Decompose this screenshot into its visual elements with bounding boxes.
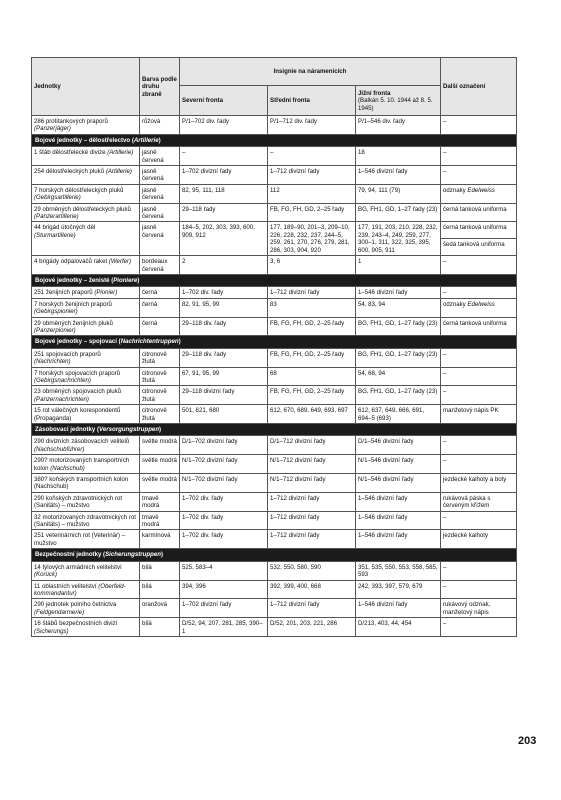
cell-unit: 44 brigád útočných děl (Sturmartillerie) [32, 222, 140, 256]
section-header [32, 134, 517, 146]
cell-middle: FB, FG, FH, GD, 2–25 řady [268, 203, 356, 222]
cell-south: 54, 83, 94 [356, 298, 441, 317]
cell-other: – [441, 618, 517, 637]
cell-color: tmavě modrá [140, 511, 180, 530]
cell-north: 1–702 div. řady [180, 511, 268, 530]
cell-north: P/1–702 div. řady [180, 116, 268, 135]
cell-color: jasně červená [140, 222, 180, 256]
cell-unit: 290 divizních zásobovacích velitelů (Nachschubführer) [32, 436, 140, 455]
cell-middle: – [268, 147, 356, 166]
cell-unit: 290 koňských zdravotnických rot (Sanitäts) – mužstvo [32, 492, 140, 511]
cell-other: – [441, 348, 517, 367]
cell-unit: 14 týlových armádních velitelství (Korück) [32, 561, 140, 580]
cell-middle: D/52, 201, 203, 221, 286 [268, 618, 356, 637]
cell-unit: 290? motorizovaných transportních kolon (Nachschub) [32, 455, 140, 474]
cell-south: 1 [356, 256, 441, 275]
table-row [32, 530, 517, 549]
cell-north: 29–118 div. řady [180, 317, 268, 336]
header-insignia: Insignie na náramenících [180, 58, 441, 86]
cell-unit: 251 ženijních praporů (Pionier) [32, 287, 140, 298]
cell-middle: 1–712 divizní řady [268, 287, 356, 298]
table-row [32, 580, 517, 599]
cell-south: D/1–546 divizní řady [356, 436, 441, 455]
cell-north: 1–702 div. řady [180, 530, 268, 549]
cell-north: N/1–702 divizní řady [180, 455, 268, 474]
cell-south: 1–546 divizní řady [356, 511, 441, 530]
cell-other: odznaky Edelweiss [441, 298, 517, 317]
cell-color: světle modrá [140, 455, 180, 474]
cell-south: 1–546 divizní řady [356, 287, 441, 298]
cell-unit: 286 protitankových praporů (Panzerjäger) [32, 116, 140, 135]
cell-unit: 251 spojovacích praporů (Nachrichten) [32, 348, 140, 367]
cell-color: jasně červená [140, 184, 180, 203]
cell-color: bílá [140, 580, 180, 599]
cell-color: karmínová [140, 530, 180, 549]
cell-north: D/1–702 divizní řady [180, 436, 268, 455]
cell-north: 29–118 divizní řady [180, 386, 268, 405]
cell-middle: 1–712 divizní řady [268, 492, 356, 511]
table-row [32, 386, 517, 405]
cell-north: D/52, 94, 207, 281, 285, 390–1 [180, 618, 268, 637]
cell-north: 1–702 div. řady [180, 287, 268, 298]
cell-other: jezdecké kalhoty [441, 530, 517, 549]
cell-north: – [180, 147, 268, 166]
table-row [32, 348, 517, 367]
cell-color: černá [140, 317, 180, 336]
cell-south: D/213, 403, 44, 454 [356, 618, 441, 637]
header-units: Jednotky [32, 58, 140, 116]
table-row [32, 147, 517, 166]
section-title: Zásobovací jednotky (Versorgungstruppen) [32, 424, 517, 436]
table-body [32, 116, 517, 637]
cell-middle: N/1–712 divizní řady [268, 455, 356, 474]
cell-unit: 4 brigády odpalovačů raket (Werfer) [32, 256, 140, 275]
cell-middle: 112 [268, 184, 356, 203]
cell-south: N/1–546 divizní řady [356, 455, 441, 474]
cell-middle: N/1–712 divizní řady [268, 474, 356, 493]
cell-other: jezdecké kalhoty a boty [441, 474, 517, 493]
cell-unit: 7 horských dělostřeleckých pluků (Gebirgsartillerie) [32, 184, 140, 203]
table-row [32, 287, 517, 298]
cell-south: 351, 535, 550, 553, 558, 585, 593 [356, 561, 441, 580]
section-header [32, 549, 517, 561]
cell-other: – [441, 256, 517, 275]
table-row [32, 256, 517, 275]
table-row [32, 599, 517, 618]
cell-north: 184–5, 202, 303, 393, 600, 909, 912 [180, 222, 268, 256]
cell-other: – [441, 287, 517, 298]
cell-south: 177, 191, 203, 210, 228, 232, 239, 243–4, 249, 259, 277, 300–1, 311, 322, 325, 395, 600, 905, 911 [356, 222, 441, 256]
cell-color: světle modrá [140, 436, 180, 455]
cell-south: 1–546 divizní řady [356, 530, 441, 549]
cell-unit: 380? koňských transportních kolon (Nachschub) [32, 474, 140, 493]
cell-other: – [441, 436, 517, 455]
cell-unit: 11 oblastních velitelství (Oberfeld-kommandantur) [32, 580, 140, 599]
cell-south: 1–546 divizní řady [356, 166, 441, 185]
table-row [32, 317, 517, 336]
cell-other: černá tanková uniforma [441, 317, 517, 336]
table-row [32, 116, 517, 135]
cell-north: 29–118 div. řady [180, 348, 268, 367]
cell-middle: FB, FG, FH, GD, 2–25 řady [268, 317, 356, 336]
cell-color: černá [140, 298, 180, 317]
cell-south: N/1–546 divizní řady [356, 474, 441, 493]
cell-color: oranžová [140, 599, 180, 618]
cell-middle: 1–712 divizní řady [268, 166, 356, 185]
cell-north: 501, 621, 680 [180, 405, 268, 424]
cell-middle: 532, 550, 580, 590 [268, 561, 356, 580]
cell-north: 67, 91, 95, 99 [180, 367, 268, 386]
cell-middle: 68 [268, 367, 356, 386]
table-row [32, 436, 517, 455]
cell-unit: 29 obrněných dělostřeleckých pluků (Panzerartillerie) [32, 203, 140, 222]
cell-middle: 83 [268, 298, 356, 317]
cell-north: 1–702 divizní řady [180, 166, 268, 185]
cell-north: 394, 396 [180, 580, 268, 599]
cell-north: 82, 91, 95, 99 [180, 298, 268, 317]
cell-south: 54, 68, 94 [356, 367, 441, 386]
section-header [32, 274, 517, 286]
cell-color: bordeaux červená [140, 256, 180, 275]
cell-other: – [441, 580, 517, 599]
cell-color: růžová [140, 116, 180, 135]
cell-south: 79, 94, 111 (79) [356, 184, 441, 203]
header-north: Severní fronta [180, 86, 268, 116]
cell-unit: 16 štábů bezpečnostních divizí (Sicherungs) [32, 618, 140, 637]
cell-unit: 32 motorizovaných zdravotnických rot (Sanitäts) – mužstvo [32, 511, 140, 530]
cell-other: manžetový nápis PK [441, 405, 517, 424]
cell-unit: 251 veterinárních rot (Veterinär) – mužstvo [32, 530, 140, 549]
header-color: Barva podle druhu zbraně [140, 58, 180, 116]
cell-unit: 7 horských spojovacích praporů (Gebirgsnachrichten) [32, 367, 140, 386]
section-title: Bojové jednotky – spojovací (Nachrichtentruppen) [32, 336, 517, 348]
cell-unit: 7 horských ženijních praporů (Gebirgspionier) [32, 298, 140, 317]
table-row [32, 222, 517, 256]
cell-other: černá tanková uniforma [441, 203, 517, 222]
cell-middle: FB, FG, FH, GD, 2–25 řady [268, 348, 356, 367]
cell-unit: 290 jednotek polního četnictva (Feldgendarmerie) [32, 599, 140, 618]
cell-other: – [441, 511, 517, 530]
table-row [32, 455, 517, 474]
cell-north: 2 [180, 256, 268, 275]
header-middle: Střední fronta [268, 86, 356, 116]
cell-south: BG, FH1, GD, 1–27 řady (23) [356, 386, 441, 405]
cell-south: 18 [356, 147, 441, 166]
cell-north: 29–118 řady [180, 203, 268, 222]
cell-unit: 1 štáb dělostřelecké divize (Artillerie) [32, 147, 140, 166]
section-title: Bezpečnostní jednotky (Sicherungstruppen) [32, 549, 517, 561]
table-row [32, 166, 517, 185]
cell-color: jasně červená [140, 203, 180, 222]
cell-south: 242, 393, 397, 579, 679 [356, 580, 441, 599]
cell-north: 82, 95, 111, 118 [180, 184, 268, 203]
cell-middle: 1–712 divizní řady [268, 599, 356, 618]
cell-other: – [441, 455, 517, 474]
table-row [32, 203, 517, 222]
cell-north: 1–702 div. řady [180, 492, 268, 511]
cell-south: BG, FH1, GD, 1–27 řady (23) [356, 203, 441, 222]
table-row [32, 184, 517, 203]
cell-color: bílá [140, 618, 180, 637]
cell-south: BG, FH1, GD, 1–27 řady (23) [356, 317, 441, 336]
cell-unit: 29 obrněných ženijních pluků (Panzerpionier) [32, 317, 140, 336]
table-row [32, 561, 517, 580]
cell-color: černá [140, 287, 180, 298]
cell-other: rukávový odznak, manžetový nápis [441, 599, 517, 618]
cell-middle: 612, 670, 689, 649, 693, 697 [268, 405, 356, 424]
cell-middle: D/1–712 divizní řady [268, 436, 356, 455]
cell-middle: 3, 6 [268, 256, 356, 275]
cell-other: rukávová páska s červeným křížem [441, 492, 517, 511]
cell-other: – [441, 561, 517, 580]
cell-unit: 23 obrněných spojovacích pluků (Panzernachrichten) [32, 386, 140, 405]
cell-south: BG, FH1, GD, 1–27 řady (23) [356, 348, 441, 367]
cell-middle: 177, 189–90, 201–3, 209–10, 226, 228, 232, 237, 244–5, 259, 261, 270, 276, 279, 281, 286, 303, 904, 920 [268, 222, 356, 256]
section-header [32, 336, 517, 348]
cell-middle: 392, 399, 400, 668 [268, 580, 356, 599]
cell-other: – [441, 367, 517, 386]
cell-color: jasně červená [140, 166, 180, 185]
header-south: Jižní fronta (Balkán 5. 10. 1944 až 8. 5. 1945) [356, 86, 441, 116]
cell-north: N/1–702 divizní řady [180, 474, 268, 493]
cell-color: jasně červená [140, 147, 180, 166]
cell-other: – [441, 166, 517, 185]
section-title: Bojové jednotky – dělostřelectvo (Artillerie) [32, 134, 517, 146]
cell-other: – [441, 386, 517, 405]
cell-color: citronově žlutá [140, 405, 180, 424]
header-other: Další označení [441, 58, 517, 116]
cell-color: světle modrá [140, 474, 180, 493]
cell-color: citronově žlutá [140, 386, 180, 405]
cell-color: tmavě modrá [140, 492, 180, 511]
table-row [32, 511, 517, 530]
cell-unit: 15 rot válečných korespondentů (Propaganda) [32, 405, 140, 424]
cell-south: 1–546 divizní řady [356, 492, 441, 511]
cell-south: 612, 637, 649, 666, 691, 694–5 (693) [356, 405, 441, 424]
cell-south: 1–546 divizní řady [356, 599, 441, 618]
cell-other: odznaky Edelweiss [441, 184, 517, 203]
cell-middle: FB, FG, FH, GD, 2–25 řady [268, 386, 356, 405]
table-row [32, 298, 517, 317]
table-row [32, 474, 517, 493]
table-row [32, 618, 517, 637]
cell-color: citronově žlutá [140, 348, 180, 367]
page-number: 203 [518, 735, 537, 747]
table-row [32, 367, 517, 386]
cell-other: černá tanková uniforma šedá tanková uniforma [441, 222, 517, 256]
cell-unit: 254 dělostřeleckých pluků (Artillerie) [32, 166, 140, 185]
cell-north: 525, 583–4 [180, 561, 268, 580]
cell-north: 1–702 divizní řady [180, 599, 268, 618]
cell-middle: P/1–712 div. řady [268, 116, 356, 135]
cell-color: citronově žlutá [140, 367, 180, 386]
cell-middle: 1–712 divizní řady [268, 530, 356, 549]
section-header [32, 424, 517, 436]
cell-middle: 1–712 divizní řady [268, 511, 356, 530]
section-title: Bojové jednotky – ženisté (Pioniere) [32, 274, 517, 286]
cell-other: – [441, 147, 517, 166]
insignia-table [31, 57, 517, 637]
cell-other: – [441, 116, 517, 135]
table-row [32, 405, 517, 424]
table-row [32, 492, 517, 511]
cell-color: bílá [140, 561, 180, 580]
cell-south: P/1–546 div. řady [356, 116, 441, 135]
